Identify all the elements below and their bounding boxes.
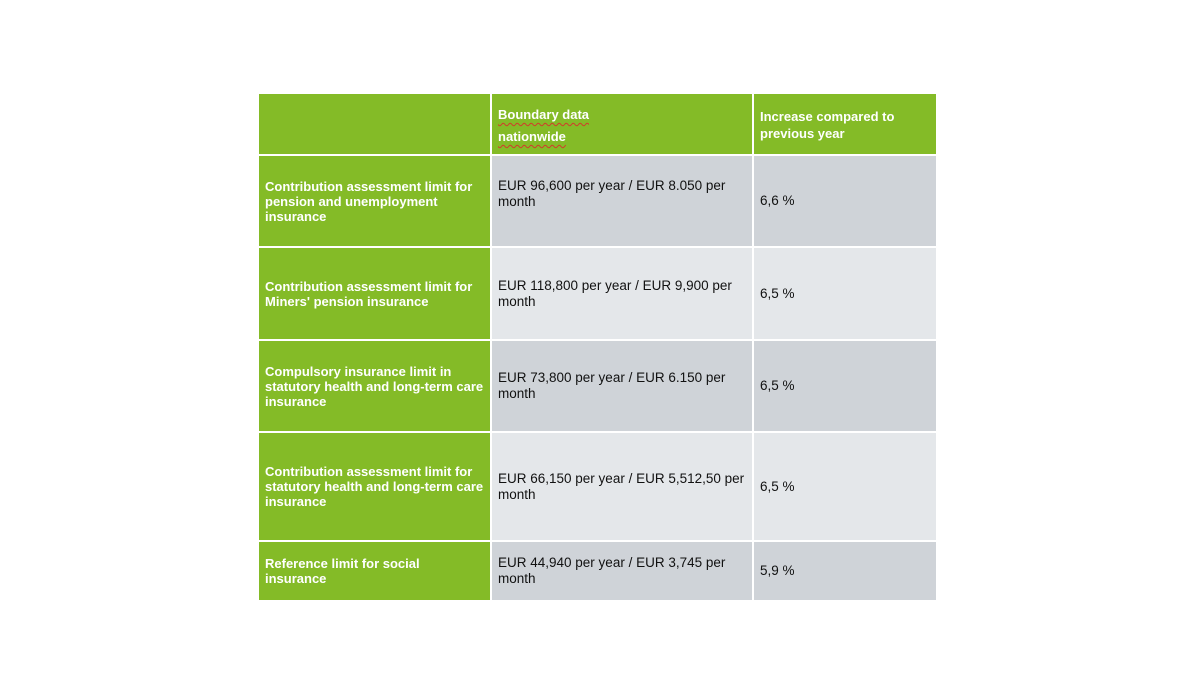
header-boundary-data — [491, 93, 753, 155]
row-value: EUR 73,800 per year / EUR 6.150 per month — [491, 340, 753, 432]
row-increase: 6,5 % — [753, 340, 937, 432]
row-label: Compulsory insurance limit in statutory health and long-term care insurance — [258, 340, 491, 432]
table-row — [258, 247, 937, 340]
header-boundary-data-line1: Boundary data — [498, 107, 590, 122]
row-value: EUR 118,800 per year / EUR 9,900 per month — [491, 247, 753, 340]
row-label: Contribution assessment limit for statutory health and long-term care insurance — [258, 432, 491, 541]
row-value: EUR 96,600 per year / EUR 8.050 per month — [491, 155, 753, 247]
row-value: EUR 66,150 per year / EUR 5,512,50 per month — [491, 432, 753, 541]
row-increase: 5,9 % — [753, 541, 937, 601]
row-increase: 6,6 % — [753, 155, 937, 247]
table-row — [258, 432, 937, 541]
header-boundary-data-line2: nationwide — [498, 129, 566, 144]
table-header-row — [258, 93, 937, 155]
row-label: Contribution assessment limit for pension and unemployment insurance — [258, 155, 491, 247]
table-row — [258, 541, 937, 601]
row-increase: 6,5 % — [753, 432, 937, 541]
row-label: Reference limit for social insurance — [258, 541, 491, 601]
header-increase: Increase compared to previous year — [753, 93, 937, 155]
contribution-limits-table — [257, 92, 938, 602]
row-value: EUR 44,940 per year / EUR 3,745 per month — [491, 541, 753, 601]
contribution-limits-table-container — [257, 92, 936, 602]
row-increase: 6,5 % — [753, 247, 937, 340]
table-row — [258, 155, 937, 247]
header-empty-cell — [258, 93, 491, 155]
row-label: Contribution assessment limit for Miners' pension insurance — [258, 247, 491, 340]
table-row — [258, 340, 937, 432]
